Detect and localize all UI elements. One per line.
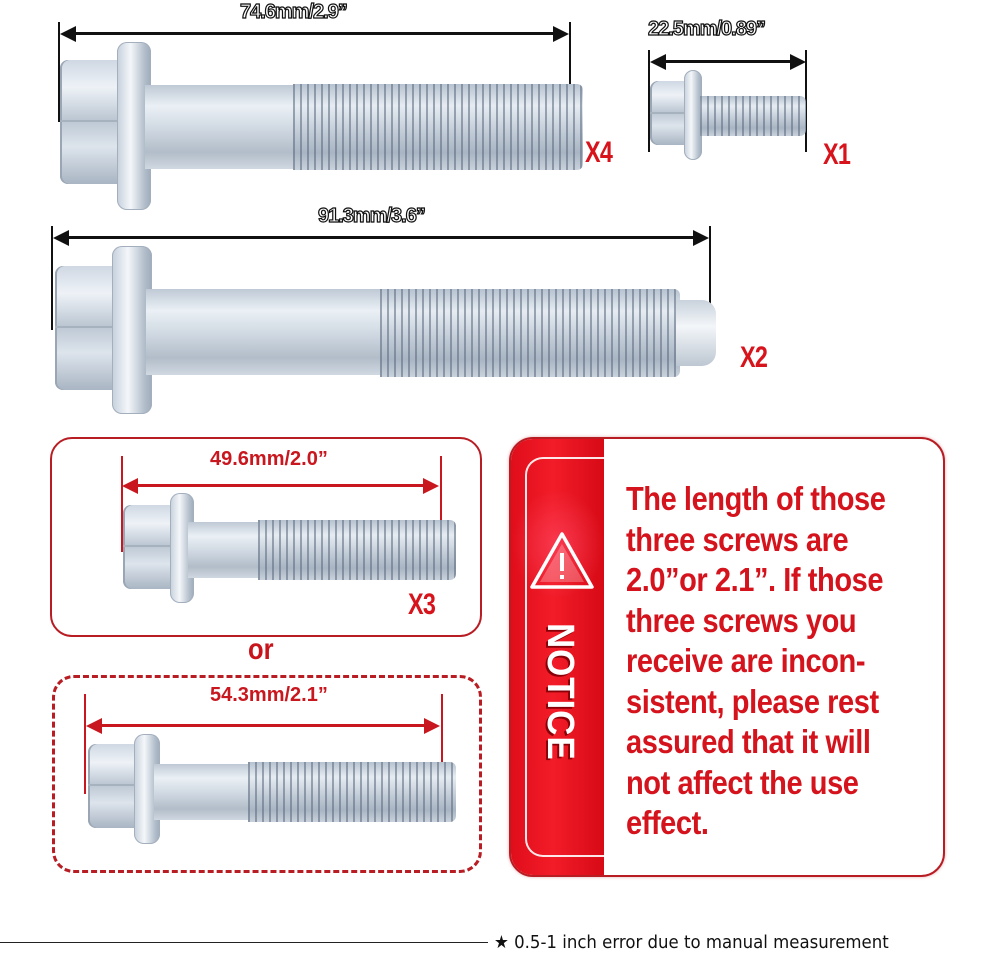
bolt-e-dimension-arrow — [95, 724, 431, 727]
bolt-a-quantity: X4 — [585, 136, 613, 169]
footnote-text: ★ 0.5-1 inch error due to manual measurement — [494, 932, 889, 953]
bolt-c-quantity: X2 — [740, 341, 768, 374]
bolt-b-quantity: X1 — [823, 138, 851, 171]
or-separator: or — [248, 633, 274, 666]
notice-message: The length of those three screws are 2.0”or 2.1”. If those three screws you receive are incon- sistent, please rest assured that it will not affect the use effect. — [626, 480, 886, 841]
bolt-b-dimension-arrow — [658, 60, 796, 63]
bolt-a-dimension-label: 74.6mm/2.9” — [240, 1, 347, 23]
arrow-right-icon — [423, 478, 439, 494]
bolt-a-dimension-arrow — [70, 32, 558, 35]
notice-sidebar — [511, 439, 604, 875]
bolt-e-left-tick — [84, 694, 86, 794]
notice-label: NOTICE — [539, 622, 581, 761]
arrow-right-icon — [424, 718, 440, 734]
bolt-d-dimension-label: 49.6mm/2.0” — [210, 448, 328, 470]
bolt-b-dimension-label: 22.5mm/0.89” — [648, 18, 765, 40]
bolt-d-quantity: X3 — [408, 588, 436, 621]
bolt-c-dimension-label: 91.3mm/3.6” — [318, 205, 425, 227]
bolt-e-dimension-label: 54.3mm/2.1” — [210, 684, 328, 706]
bolt-c-dimension-arrow — [62, 236, 700, 239]
notice-panel — [509, 437, 945, 877]
arrow-left-icon — [60, 26, 76, 42]
arrow-right-icon — [553, 26, 569, 42]
arrow-left-icon — [650, 54, 666, 70]
arrow-left-icon — [53, 230, 69, 246]
arrow-left-icon — [122, 478, 138, 494]
bolt-d-dimension-arrow — [131, 484, 431, 487]
arrow-right-icon — [790, 54, 806, 70]
arrow-left-icon — [86, 718, 102, 734]
arrow-right-icon — [693, 230, 709, 246]
warning-triangle-icon — [529, 531, 595, 591]
footnote-rule — [0, 942, 488, 943]
